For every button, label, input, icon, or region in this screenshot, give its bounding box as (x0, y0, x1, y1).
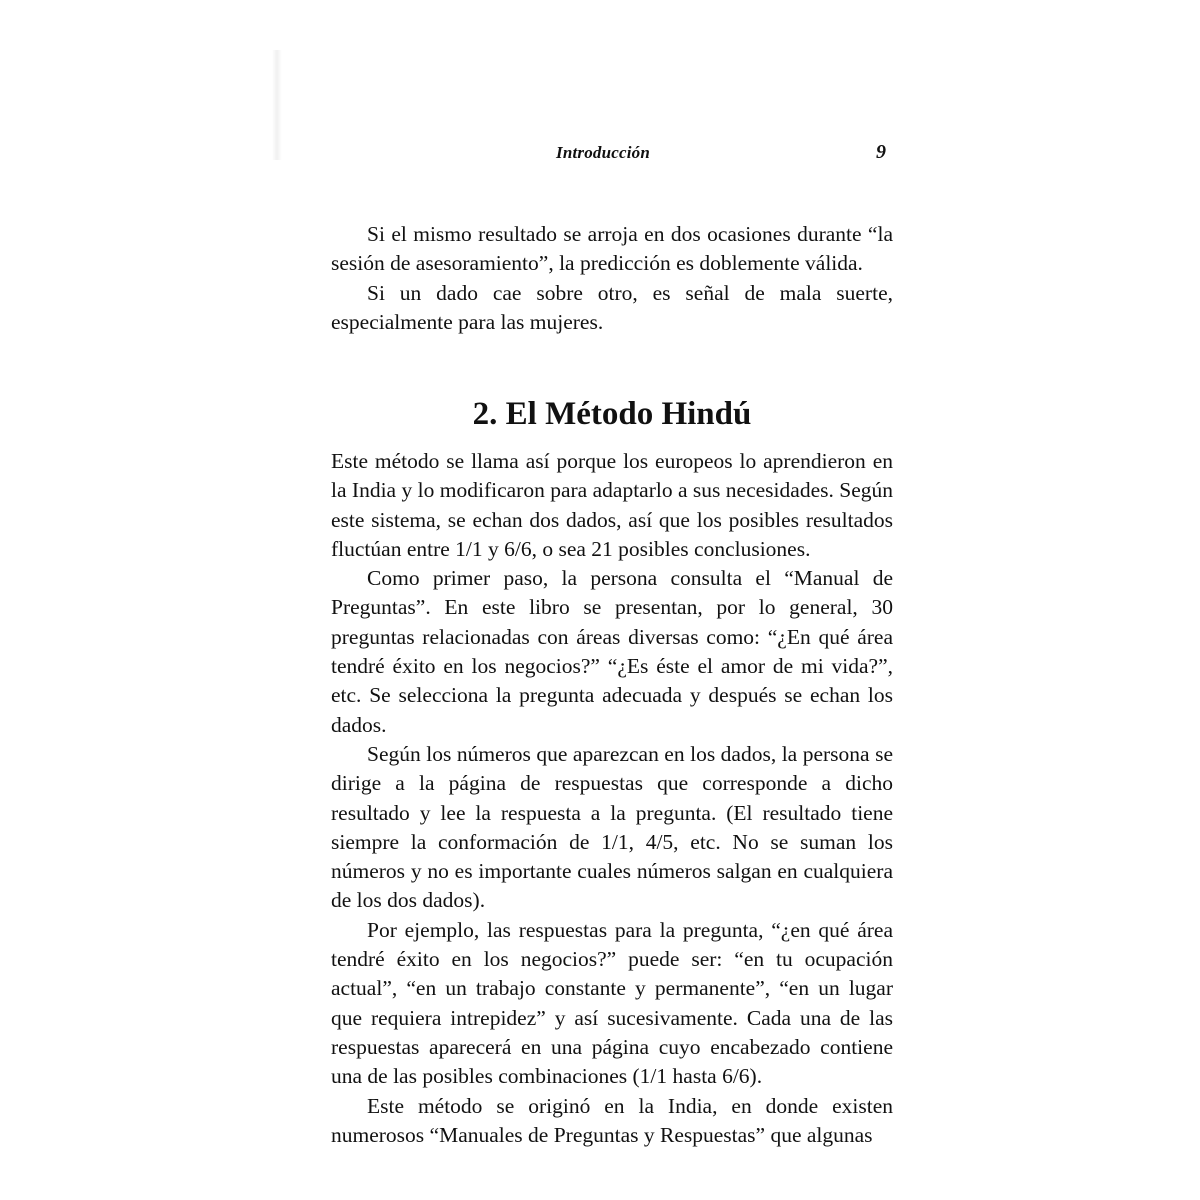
paragraph: Si un dado cae sobre otro, es señal de mala suerte, especialmente para las mujeres. (331, 280, 893, 334)
scan-shadow (272, 50, 282, 160)
running-header (330, 143, 892, 173)
page-number: 9 (876, 141, 886, 163)
paragraph: Este método se llama así porque los europeos lo aprendieron en la India y lo modificaron para adaptarlo a sus necesidades. Según este sistema, se echan dos dados, así que los posibles resultados fluctúan entre 1/1 y 6/6, o sea 21 posibles conclusiones. (331, 449, 893, 561)
running-title: Introducción (556, 143, 651, 162)
paragraph: Según los números que aparezcan en los dados, la persona se dirige a la página de respuestas que corresponde a dicho resultado y lee la respuesta a la pregunta. (El resultado tiene siempre la conformación de 1/1, 4/5, etc. No se suman los números y no es importante cuales números salgan en cualquiera de los dos dados). (331, 741, 893, 913)
paragraph: Por ejemplo, las respuestas para la pregunta, “¿en qué área tendré éxito en los negocios?” puede ser: “en tu ocupación actual”, “en un trabajo constante y permanente”, “en un lugar que requiera intrepidez” y así sucesivamente. Cada una de las respuestas aparecerá en una página cuyo encabezado contiene una de las posibles combinaciones (1/1 hasta 6/6). (331, 917, 893, 1089)
section-heading: 2. El Método Hindú (472, 396, 752, 432)
paragraph: Este método se originó en la India, en donde existen numerosos “Manuales de Preguntas y Respuestas” que algunas (331, 1093, 893, 1147)
paragraph: Si el mismo resultado se arroja en dos ocasiones durante “la sesión de asesoramiento”, la predicción es doblemente válida. (331, 222, 893, 276)
paragraph: Como primer paso, la persona consulta el “Manual de Preguntas”. En este libro se presentan, por lo general, 30 preguntas relacionadas con áreas diversas como: “¿En qué área tendré éxito en los negocios?” “¿Es éste el amor de mi vida?”, etc. Se selecciona la pregunta adecuada y después se echan los dados. (331, 566, 893, 737)
main-text-block (331, 447, 893, 1150)
top-text-block (331, 220, 893, 337)
